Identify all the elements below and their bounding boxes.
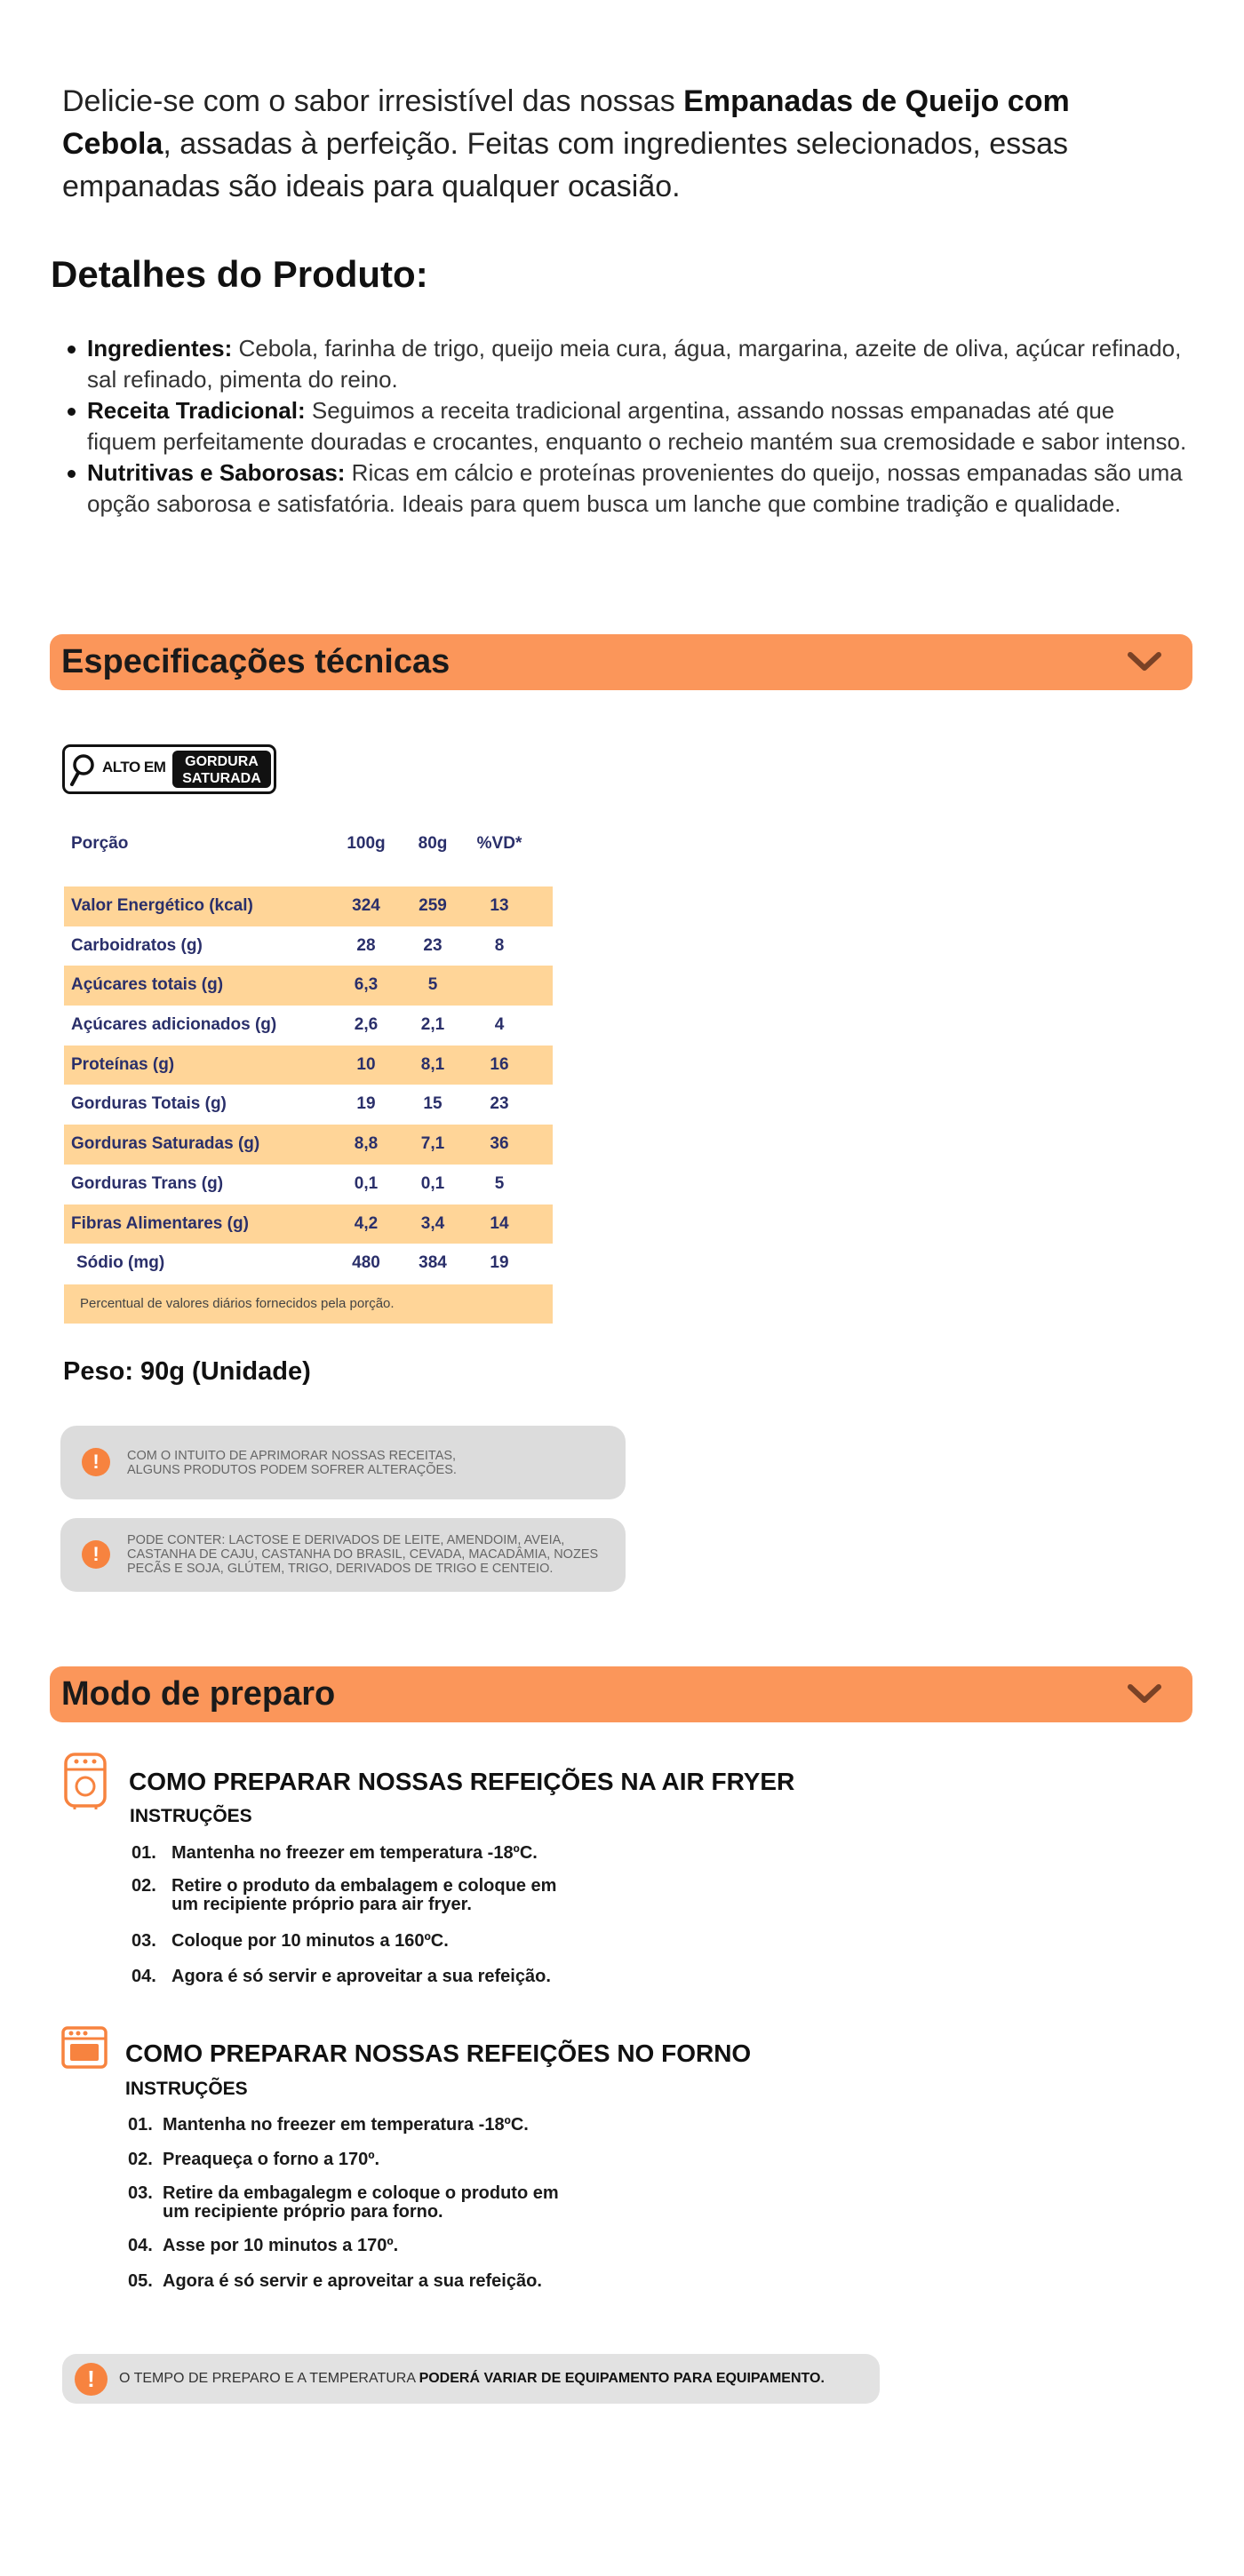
nutrient-name: Açúcares totais (g) [71, 975, 224, 995]
chevron-down-icon[interactable] [1127, 648, 1162, 675]
preparo-accordion-header[interactable] [50, 1666, 1192, 1722]
badge-gordura-saturada [172, 751, 271, 788]
nutrition-table [64, 817, 553, 1324]
forno-subtitle: INSTRUÇÕES [125, 2079, 248, 2099]
value-100g: 480 [352, 1253, 380, 1273]
equipment-variation-text [119, 2371, 825, 2387]
value-80g: 384 [419, 1253, 447, 1273]
allergen-text [127, 1533, 598, 1576]
step-text [171, 1877, 669, 1914]
preparo-accordion-title: Modo de preparo [61, 1675, 336, 1713]
equipment-variation-notice [62, 2354, 880, 2404]
header-porcao: Porção [71, 834, 129, 853]
details-item-label: Receita Tradicional: [87, 397, 306, 424]
step-line: Agora é só servir e aproveitar a sua refeição. [171, 1967, 551, 1986]
step-text [163, 2237, 660, 2255]
table-row [64, 1205, 553, 1244]
nutrient-name: Açúcares adicionados (g) [71, 1015, 277, 1035]
intro-product-name: Empanadas de Queijo com Cebola [62, 84, 1070, 161]
step-line: Preaqueça o forno a 170º. [163, 2150, 380, 2169]
nutrient-name: Valor Energético (kcal) [71, 896, 253, 915]
allergen-notice [60, 1518, 626, 1592]
value-80g: 259 [419, 896, 447, 915]
recipe-change-notice [60, 1426, 626, 1499]
step-line: Retire o produto da embalagem e coloque em [171, 1876, 557, 1896]
step-line: Retire da embagalegm e coloque o produto em [163, 2183, 559, 2203]
value-100g: 19 [356, 1094, 376, 1114]
notice-bold-text: PODERÁ VARIAR DE EQUIPAMENTO PARA EQUIPAMENTO. [419, 2371, 825, 2386]
step-number: 05. [128, 2271, 153, 2291]
value-100g: 324 [352, 896, 380, 915]
value-80g: 0,1 [420, 1173, 445, 1193]
exclamation-icon: ! [82, 1448, 110, 1476]
value-vd: 14 [490, 1213, 509, 1233]
value-100g: 0,1 [354, 1173, 379, 1193]
step-number: 02. [128, 2150, 153, 2169]
notice-line: COM O INTUITO DE APRIMORAR NOSSAS RECEITAS, [127, 1449, 457, 1463]
value-vd: 5 [494, 1173, 505, 1193]
step-number: 04. [132, 1967, 156, 1986]
step-number: 01. [128, 2115, 153, 2135]
table-row [64, 1046, 553, 1085]
table-row [64, 1085, 553, 1125]
specs-accordion-header[interactable] [50, 634, 1192, 690]
details-item-label: Nutritivas e Saborosas: [87, 459, 346, 486]
details-item-nutritivas [87, 457, 1189, 520]
step-text [171, 1932, 669, 1951]
step-text [171, 1968, 669, 1986]
notice-normal-text: O TEMPO DE PREPARO E A TEMPERATURA [119, 2371, 419, 2386]
airfryer-subtitle: INSTRUÇÕES [130, 1806, 252, 1826]
value-100g: 10 [356, 1054, 376, 1074]
nutrient-name: Sódio (mg) [76, 1253, 165, 1273]
notice-text [127, 1449, 457, 1477]
product-weight: Peso: 90g (Unidade) [63, 1357, 311, 1386]
exclamation-icon: ! [82, 1540, 110, 1569]
details-item-ingredientes [87, 333, 1189, 395]
nutrient-name: Proteínas (g) [71, 1054, 175, 1074]
step-number: 03. [132, 1931, 156, 1951]
step-text [171, 1844, 669, 1863]
details-item-text: Ricas em cálcio e proteínas provenientes do queijo, nossas empanadas são uma opção saborosa e satisfatória. Ideais para quem busca um lanche que combine tradição e qualidade. [87, 459, 1183, 517]
notice-line: PODE CONTER: LACTOSE E DERIVADOS DE LEITE, AMENDOIM, AVEIA, [127, 1533, 565, 1547]
value-80g: 3,4 [420, 1213, 445, 1233]
step-text [163, 2151, 660, 2169]
badge-alto-em: ALTO EM [102, 759, 166, 775]
step-line: Mantenha no freezer em temperatura -18ºC. [171, 1843, 538, 1863]
value-80g: 8,1 [420, 1054, 445, 1074]
table-row [64, 886, 553, 926]
air-fryer-icon [62, 1752, 108, 1810]
nutrition-header-row [64, 817, 553, 871]
value-80g: 2,1 [420, 1015, 445, 1035]
step-line: um recipiente próprio para forno. [163, 2202, 443, 2222]
value-100g: 4,2 [354, 1213, 379, 1233]
step-line: Coloque por 10 minutos a 160ºC. [171, 1931, 449, 1951]
nutrient-name: Carboidratos (g) [71, 935, 203, 955]
value-vd: 13 [490, 896, 509, 915]
step-line: um recipiente próprio para air fryer. [171, 1895, 472, 1914]
badge-line1: GORDURA [185, 754, 259, 769]
details-title: Detalhes do Produto: [51, 253, 428, 295]
step-line: Asse por 10 minutos a 170º. [163, 2236, 399, 2255]
airfryer-title: COMO PREPARAR NOSSAS REFEIÇÕES NA AIR FRYER [129, 1768, 795, 1795]
step-number: 04. [128, 2236, 153, 2255]
table-row [64, 966, 553, 1006]
header-80g: 80g [418, 834, 448, 853]
step-number: 01. [132, 1843, 156, 1863]
step-text [163, 2116, 660, 2135]
details-item-receita [87, 395, 1189, 457]
nutrient-name: Gorduras Totais (g) [71, 1094, 227, 1114]
specs-accordion-title: Especificações técnicas [61, 643, 451, 680]
value-80g: 23 [423, 935, 443, 955]
oven-icon [60, 2025, 108, 2070]
table-row [64, 1006, 553, 1046]
notice-line: PECÃS E SOJA, GLÚTEM, TRIGO, DERIVADOS DE TRIGO E CENTEIO. [127, 1562, 554, 1576]
value-vd: 4 [494, 1015, 505, 1035]
value-80g: 5 [427, 975, 438, 995]
value-vd: 36 [490, 1134, 509, 1154]
details-item-text: Cebola, farinha de trigo, queijo meia cura, água, margarina, azeite de oliva, açúcar refinado, sal refinado, pimenta do reino. [87, 335, 1182, 393]
intro-text-end: , assadas à perfeição. Feitas com ingredientes selecionados, essas empanadas são ideais para qualquer ocasião. [62, 127, 1069, 203]
table-row [64, 1125, 553, 1165]
notice-line: ALGUNS PRODUTOS PODEM SOFRER ALTERAÇÕES. [127, 1463, 457, 1477]
value-vd: 16 [490, 1054, 509, 1074]
value-80g: 15 [423, 1094, 443, 1114]
table-row [64, 1244, 553, 1284]
value-vd: 19 [490, 1253, 509, 1273]
header-vd: %VD* [476, 834, 522, 853]
value-100g: 8,8 [354, 1134, 379, 1154]
value-100g: 28 [356, 935, 376, 955]
step-text [163, 2184, 660, 2222]
details-item-label: Ingredientes: [87, 335, 233, 362]
chevron-down-icon[interactable] [1127, 1681, 1162, 1707]
step-number: 02. [132, 1876, 156, 1896]
step-line: Mantenha no freezer em temperatura -18ºC. [163, 2115, 529, 2135]
step-number: 03. [128, 2183, 153, 2203]
details-list [87, 333, 1189, 520]
alto-em-gordura-saturada-badge [62, 744, 276, 794]
badge-line2: SATURADA [182, 771, 261, 786]
nutrient-name: Gorduras Saturadas (g) [71, 1134, 260, 1154]
table-row [64, 926, 553, 966]
intro-text-start: Delicie-se com o sabor irresistível das nossas [62, 84, 684, 118]
value-vd: 8 [494, 935, 505, 955]
details-item-text: Seguimos a receita tradicional argentina, assando nossas empanadas até que fiquem perfeitamente douradas e crocantes, enquanto o recheio mantém sua cremosidade e sabor intenso. [87, 397, 1187, 455]
notice-line: CASTANHA DE CAJU, CASTANHA DO BRASIL, CEVADA, MACADÂMIA, NOZES [127, 1547, 599, 1562]
nutrition-footnote [64, 1284, 553, 1324]
magnifier-icon [70, 752, 102, 788]
product-intro [62, 80, 1164, 208]
nutrient-name: Fibras Alimentares (g) [71, 1213, 249, 1233]
nutrition-footnote-text: Percentual de valores diários fornecidos pela porção. [80, 1295, 395, 1311]
value-100g: 2,6 [354, 1015, 379, 1035]
header-100g: 100g [347, 834, 386, 853]
value-100g: 6,3 [354, 975, 379, 995]
nutrient-name: Gorduras Trans (g) [71, 1173, 224, 1193]
step-text [163, 2272, 660, 2291]
table-row [64, 1165, 553, 1205]
value-vd: 23 [490, 1094, 509, 1114]
step-line: Agora é só servir e aproveitar a sua refeição. [163, 2271, 542, 2291]
value-80g: 7,1 [420, 1134, 445, 1154]
forno-title: COMO PREPARAR NOSSAS REFEIÇÕES NO FORNO [125, 2039, 752, 2067]
exclamation-icon: ! [75, 2363, 108, 2396]
